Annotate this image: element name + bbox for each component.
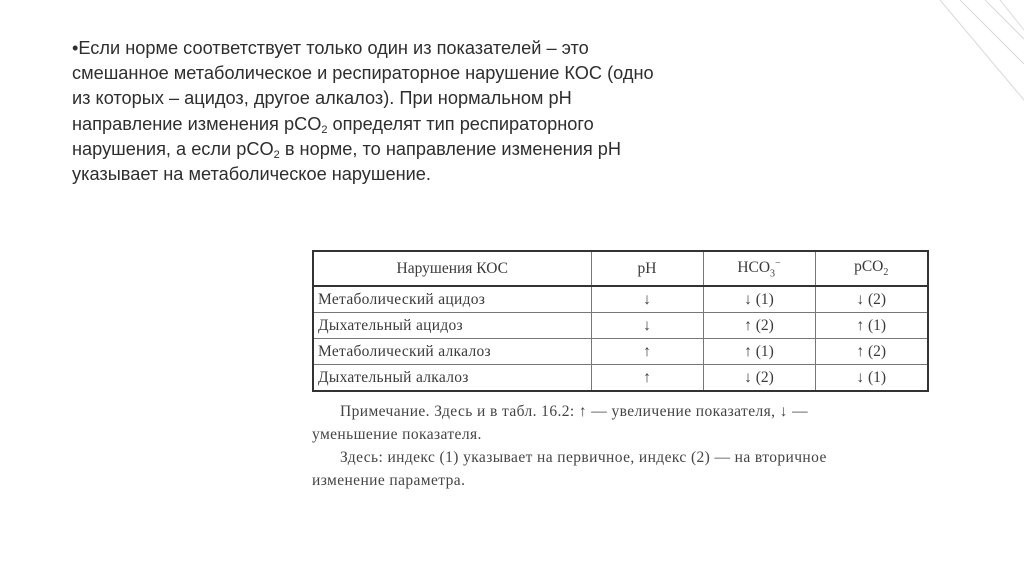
header-ph: pH [591,251,703,286]
header-hco3-base: HCO [737,259,771,277]
bullet-text-line: в норме, то направление изменения pH [279,138,622,159]
superscript: − [775,257,781,269]
bullet-text-line: нарушения, а если pCO [72,138,274,159]
cell-ph: ↑ [591,365,703,392]
subscript: 2 [883,267,889,279]
cell-hco3: ↑ (1) [703,339,815,365]
bullet-line-1 [72,36,732,61]
cell-hco3: ↓ (1) [703,286,815,313]
cell-disorder: Дыхательный алкалоз [313,365,591,392]
cell-pco2: ↑ (2) [815,339,928,365]
cell-disorder: Метаболический алкалоз [313,339,591,365]
slide-bullet-text [72,36,732,187]
bullet-line-5 [72,137,732,162]
bullet-line-4 [72,112,732,137]
cell-disorder: Метаболический ацидоз [313,286,591,313]
subscript: 2 [273,148,280,161]
header-hco3 [703,251,815,286]
bullet-text-line: направление изменения pCO [72,113,322,134]
bullet-line-2: смешанное метаболическое и респираторное нарушение КОС (одно [72,63,654,84]
kos-disorders-table [312,250,929,392]
bullet-text-line: определят тип респираторного [327,113,594,134]
header-pco2-base: pCO [854,258,884,276]
table-row [313,365,928,392]
subscript: 2 [321,123,328,136]
cell-pco2: ↓ (2) [815,286,928,313]
cell-ph: ↓ [591,286,703,313]
subscript: 3 [770,268,776,280]
note-line-1: Примечание. Здесь и в табл. 16.2: ↑ — увеличение показателя, ↓ — [340,403,809,420]
cell-hco3: ↑ (2) [703,313,815,339]
header-disorder: Нарушения КОС [313,251,591,286]
scanned-table-figure [312,250,934,492]
cell-disorder: Дыхательный ацидоз [313,313,591,339]
bullet-line-6: указывает на метаболическое нарушение. [72,164,431,185]
cell-ph: ↓ [591,313,703,339]
table-row [313,286,928,313]
note-line-3: Здесь: индекс (1) указывает на первичное, индекс (2) — на вторичное [340,449,827,466]
bullet-marker: • [72,38,79,58]
note-line-2: уменьшение показателя. [312,426,482,443]
cell-hco3: ↓ (2) [703,365,815,392]
table-row [313,339,928,365]
bullet-line-3: из которых – ацидоз, другое алкалоз). При нормальном pH [72,88,572,109]
bullet-text-line: Если норме соответствует только один из показателей – это [78,38,589,58]
table-row [313,313,928,339]
table-note [312,400,934,492]
cell-pco2: ↓ (1) [815,365,928,392]
cell-ph: ↑ [591,339,703,365]
header-pco2 [815,251,928,286]
note-line-4: изменение параметра. [312,472,466,489]
cell-pco2: ↑ (1) [815,313,928,339]
table-header-row [313,251,928,286]
